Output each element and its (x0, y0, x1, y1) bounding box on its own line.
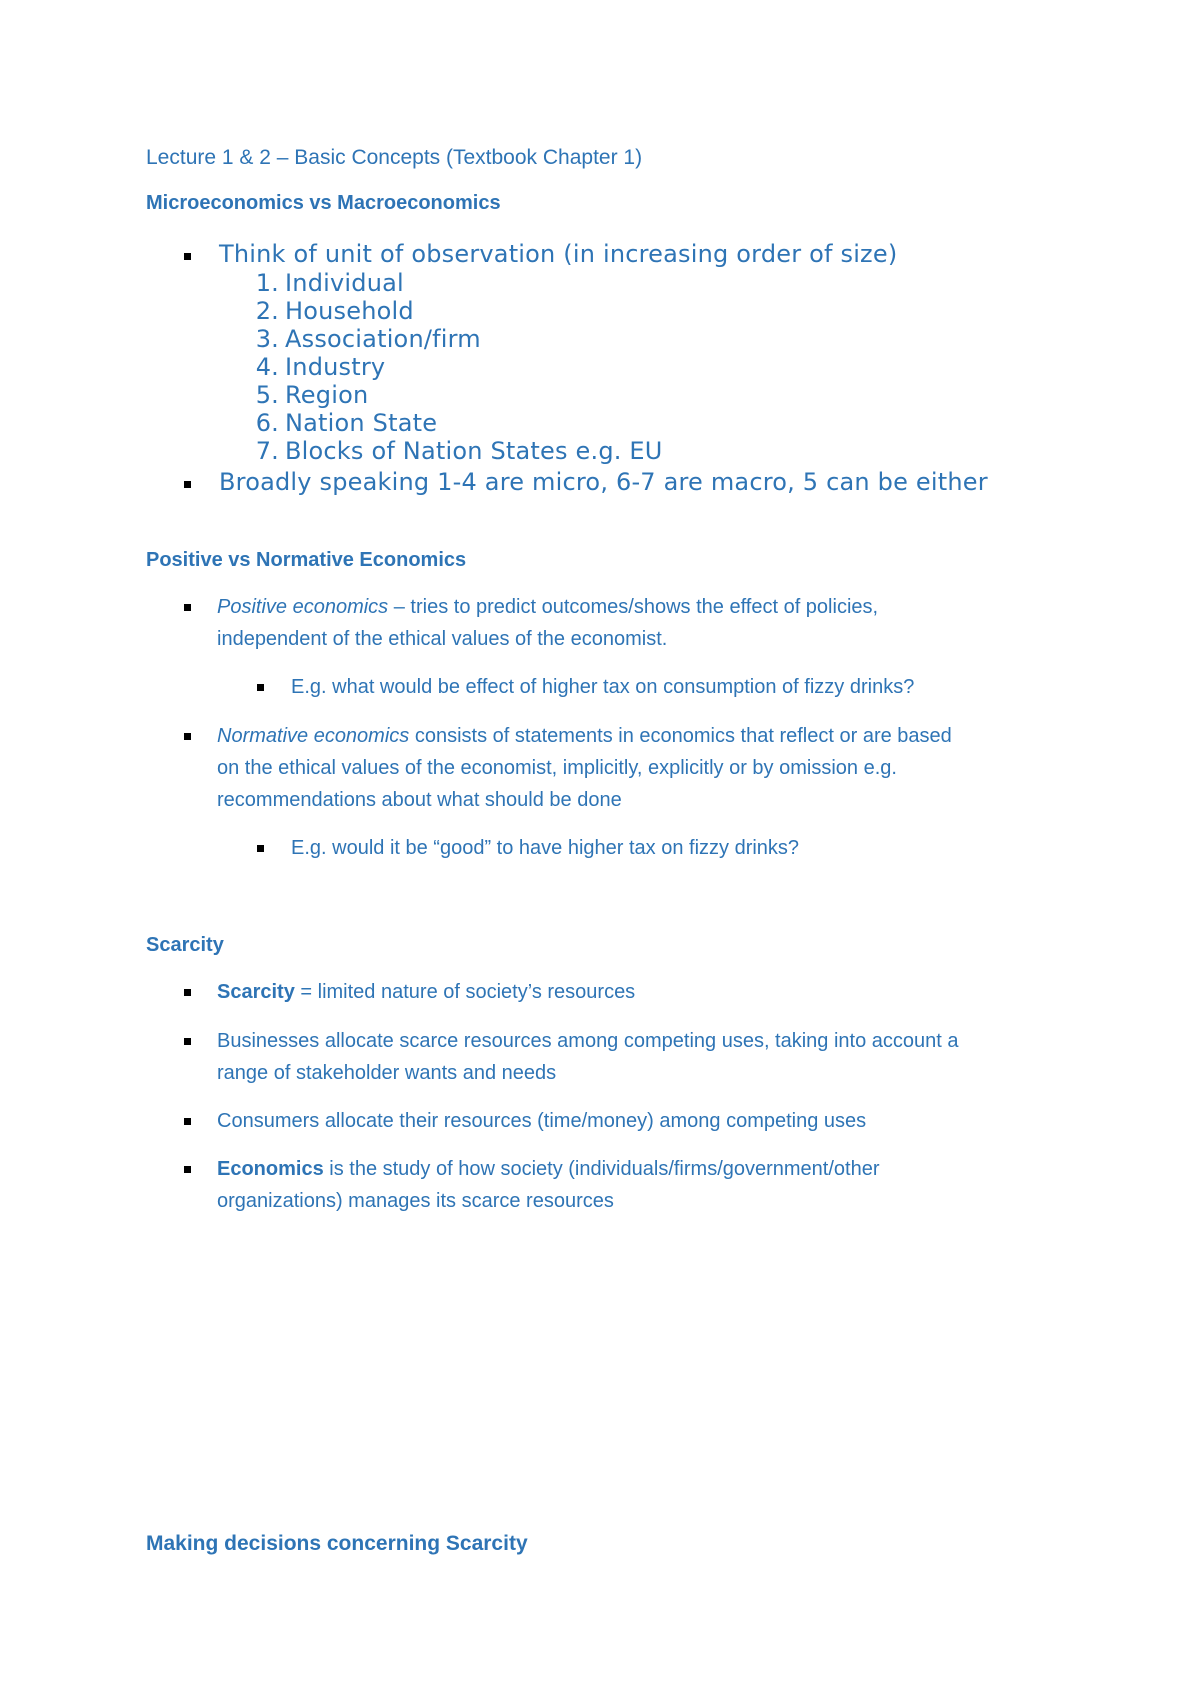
bullet-icon (184, 1038, 191, 1045)
unit-item-7: 7. Blocks of Nation States e.g. EU (255, 437, 663, 465)
economics-definition-line-1: Economics is the study of how society (individuals/firms/government/other (217, 1158, 880, 1180)
unit-item-3: 3. Association/firm (255, 325, 481, 353)
scarcity-definition: Scarcity = limited nature of society’s resources (217, 981, 636, 1003)
positive-economics-line-1: Positive economics – tries to predict outcomes/shows the effect of policies, (217, 596, 879, 618)
unit-item-1: 1. Individual (255, 269, 404, 297)
positive-example: E.g. what would be effect of higher tax on consumption of fizzy drinks? (291, 676, 915, 698)
bullet-icon (184, 481, 191, 488)
heading-micro-macro: Microeconomics vs Macroeconomics (146, 192, 501, 214)
unit-item-6: 6. Nation State (255, 409, 438, 437)
bullet-icon (257, 845, 264, 852)
positive-economics-term: Positive economics (217, 596, 389, 618)
positive-economics-line-2: independent of the ethical values of the economist. (217, 628, 668, 650)
normative-economics-term: Normative economics (217, 725, 410, 747)
businesses-line-2: range of stakeholder wants and needs (217, 1062, 557, 1084)
economics-definition-line-2: organizations) manages its scarce resources (217, 1190, 614, 1212)
consumers-line: Consumers allocate their resources (time/money) among competing uses (217, 1110, 867, 1132)
bullet-icon (184, 989, 191, 996)
document-title: Lecture 1 & 2 – Basic Concepts (Textbook Chapter 1) (146, 146, 643, 169)
bullet-icon (257, 684, 264, 691)
unit-item-4: 4. Industry (255, 353, 386, 381)
heading-positive-normative: Positive vs Normative Economics (146, 549, 467, 571)
scarcity-term: Scarcity (217, 981, 295, 1003)
normative-economics-line-1: Normative economics consists of statements in economics that reflect or are based (217, 725, 952, 747)
normative-economics-line-2: on the ethical values of the economist, implicitly, explicitly or by omission e.g. (217, 757, 897, 779)
bullet-icon (184, 253, 191, 260)
bullet-icon (184, 1166, 191, 1173)
unit-item-2: 2. Household (255, 297, 414, 325)
bullet-icon (184, 733, 191, 740)
units-summary: Broadly speaking 1-4 are micro, 6-7 are macro, 5 can be either (219, 468, 988, 496)
normative-example: E.g. would it be “good” to have higher tax on fizzy drinks? (291, 837, 800, 859)
unit-item-5: 5. Region (255, 381, 369, 409)
economics-term: Economics (217, 1158, 324, 1180)
businesses-line-1: Businesses allocate scarce resources among competing uses, taking into account a (217, 1030, 959, 1052)
bullet-icon (184, 604, 191, 611)
bullet-icon (184, 1118, 191, 1125)
heading-decisions-scarcity: Making decisions concerning Scarcity (146, 1532, 528, 1555)
heading-scarcity: Scarcity (146, 934, 224, 956)
units-intro: Think of unit of observation (in increasing order of size) (219, 240, 898, 268)
normative-economics-line-3: recommendations about what should be done (217, 789, 622, 811)
